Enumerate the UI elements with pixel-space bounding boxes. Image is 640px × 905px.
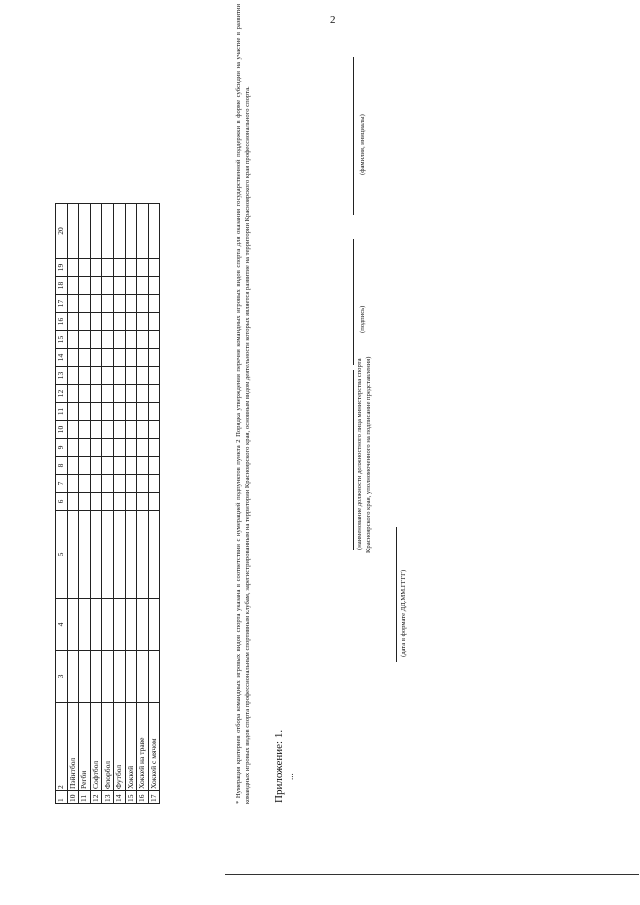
header-cell: 15: [56, 331, 68, 349]
position-caption-line-2: Красноярского края, уполномоченного на подписание представления): [365, 356, 372, 553]
empty-cell: [148, 403, 160, 421]
name-caption: (фамилия, инициалы): [359, 114, 366, 175]
empty-cell: [67, 475, 79, 493]
header-cell: 1: [56, 791, 68, 804]
empty-cell: [137, 204, 149, 259]
empty-cell: [67, 421, 79, 439]
empty-cell: [125, 349, 137, 367]
empty-cell: [137, 493, 149, 511]
empty-cell: [79, 277, 91, 295]
empty-cell: [125, 475, 137, 493]
sport-name-cell: Футбол: [113, 703, 125, 791]
empty-cell: [90, 651, 102, 703]
header-cell: 14: [56, 349, 68, 367]
empty-cell: [90, 367, 102, 385]
empty-cell: [102, 475, 114, 493]
empty-cell: [125, 204, 137, 259]
empty-cell: [125, 651, 137, 703]
empty-cell: [113, 295, 125, 313]
empty-cell: [79, 421, 91, 439]
appendix-ellipsis: ...: [285, 773, 295, 780]
empty-cell: [102, 367, 114, 385]
empty-cell: [67, 651, 79, 703]
empty-cell: [148, 367, 160, 385]
header-cell: 6: [56, 493, 68, 511]
empty-cell: [113, 349, 125, 367]
empty-cell: [137, 475, 149, 493]
empty-cell: [79, 295, 91, 313]
sport-name-cell: Хоккей с мячом: [148, 703, 160, 791]
empty-cell: [67, 295, 79, 313]
empty-cell: [113, 457, 125, 475]
empty-cell: [148, 599, 160, 651]
empty-cell: [67, 439, 79, 457]
empty-cell: [79, 385, 91, 403]
row-number-cell: 15: [125, 791, 137, 804]
empty-cell: [148, 277, 160, 295]
empty-cell: [102, 651, 114, 703]
header-cell: 13: [56, 367, 68, 385]
empty-cell: [67, 204, 79, 259]
page-number: 2: [330, 14, 336, 26]
signature-line: [353, 239, 354, 365]
footnote: * Нумерация критериев отбора командных игровых видов спорта указана в соответствии с нумерацией подпунктов пункта 2 Порядка утверждения перечня командных игровых видов спорта для оказания государственной поддержки в форме субсидии на участие в развитии командных игровых видов спорта профессиональным спортивным клубам, зарегистрированным на территории Красноярского края, основным видом деятельности которых является развитие на территории Красноярского края профессионального спорта.: [235, 4, 251, 804]
empty-cell: [67, 313, 79, 331]
table-row: [125, 204, 137, 804]
empty-cell: [102, 403, 114, 421]
empty-cell: [137, 367, 149, 385]
empty-cell: [113, 331, 125, 349]
table-header-row: [56, 204, 68, 804]
empty-cell: [137, 331, 149, 349]
empty-cell: [79, 349, 91, 367]
empty-cell: [113, 511, 125, 599]
empty-cell: [90, 331, 102, 349]
empty-cell: [148, 651, 160, 703]
sport-name-cell: Хоккей на траве: [137, 703, 149, 791]
sport-name-cell: Флорбол: [102, 703, 114, 791]
empty-cell: [102, 457, 114, 475]
sport-name-cell: Софтбол: [90, 703, 102, 791]
empty-cell: [113, 439, 125, 457]
empty-cell: [67, 493, 79, 511]
empty-cell: [137, 651, 149, 703]
position-caption-line-1: (наименование должности должностного лица министерства спорта: [356, 358, 363, 550]
empty-cell: [67, 457, 79, 475]
empty-cell: [137, 295, 149, 313]
empty-cell: [67, 349, 79, 367]
header-cell: 16: [56, 313, 68, 331]
empty-cell: [113, 277, 125, 295]
empty-cell: [67, 511, 79, 599]
empty-cell: [125, 313, 137, 331]
empty-cell: [113, 651, 125, 703]
empty-cell: [125, 599, 137, 651]
empty-cell: [79, 204, 91, 259]
empty-cell: [137, 439, 149, 457]
empty-cell: [148, 204, 160, 259]
date-caption: (дата в формате ДД.ММ.ГГГГ): [400, 569, 407, 657]
empty-cell: [137, 599, 149, 651]
date-line: [396, 527, 397, 662]
empty-cell: [90, 385, 102, 403]
header-cell: 18: [56, 277, 68, 295]
table-row: [148, 204, 160, 804]
empty-cell: [137, 511, 149, 599]
empty-cell: [113, 475, 125, 493]
empty-cell: [137, 403, 149, 421]
sport-name-cell: Регби: [79, 703, 91, 791]
empty-cell: [102, 331, 114, 349]
empty-cell: [125, 277, 137, 295]
empty-cell: [137, 259, 149, 277]
header-cell: 5: [56, 511, 68, 599]
table-row: [113, 204, 125, 804]
row-number-cell: 17: [148, 791, 160, 804]
empty-cell: [90, 493, 102, 511]
empty-cell: [90, 349, 102, 367]
header-cell: 8: [56, 457, 68, 475]
header-cell: 3: [56, 651, 68, 703]
empty-cell: [67, 367, 79, 385]
name-line: [353, 57, 354, 215]
empty-cell: [67, 385, 79, 403]
empty-cell: [90, 599, 102, 651]
empty-cell: [102, 599, 114, 651]
empty-cell: [90, 403, 102, 421]
empty-cell: [79, 457, 91, 475]
empty-cell: [148, 331, 160, 349]
header-cell: 20: [56, 204, 68, 259]
empty-cell: [148, 493, 160, 511]
empty-cell: [79, 367, 91, 385]
header-cell: 10: [56, 421, 68, 439]
empty-cell: [125, 493, 137, 511]
header-cell: 7: [56, 475, 68, 493]
empty-cell: [79, 599, 91, 651]
empty-cell: [125, 331, 137, 349]
empty-cell: [90, 511, 102, 599]
empty-cell: [102, 349, 114, 367]
empty-cell: [90, 277, 102, 295]
sport-name-cell: Хоккей: [125, 703, 137, 791]
empty-cell: [148, 511, 160, 599]
empty-cell: [90, 259, 102, 277]
appendix-label: Приложение: 1.: [273, 729, 285, 803]
header-cell: 11: [56, 403, 68, 421]
empty-cell: [148, 457, 160, 475]
empty-cell: [79, 439, 91, 457]
header-cell: 2: [56, 703, 68, 791]
row-number-cell: 12: [90, 791, 102, 804]
row-number-cell: 16: [137, 791, 149, 804]
empty-cell: [113, 259, 125, 277]
empty-cell: [148, 421, 160, 439]
header-cell: 4: [56, 599, 68, 651]
empty-cell: [113, 367, 125, 385]
table-row: [137, 204, 149, 804]
empty-cell: [148, 385, 160, 403]
sport-name-cell: Пэйнтбол: [67, 703, 79, 791]
empty-cell: [125, 403, 137, 421]
empty-cell: [148, 295, 160, 313]
empty-cell: [102, 295, 114, 313]
empty-cell: [113, 313, 125, 331]
empty-cell: [79, 511, 91, 599]
empty-cell: [79, 493, 91, 511]
header-cell: 9: [56, 439, 68, 457]
empty-cell: [102, 259, 114, 277]
empty-cell: [125, 511, 137, 599]
empty-cell: [125, 439, 137, 457]
empty-cell: [113, 385, 125, 403]
header-cell: 12: [56, 385, 68, 403]
empty-cell: [67, 277, 79, 295]
empty-cell: [90, 313, 102, 331]
empty-cell: [67, 599, 79, 651]
empty-cell: [148, 475, 160, 493]
empty-cell: [137, 313, 149, 331]
empty-cell: [102, 493, 114, 511]
empty-cell: [137, 349, 149, 367]
empty-cell: [113, 403, 125, 421]
empty-cell: [102, 204, 114, 259]
empty-cell: [102, 421, 114, 439]
table-row: [102, 204, 114, 804]
empty-cell: [113, 599, 125, 651]
empty-cell: [137, 277, 149, 295]
empty-cell: [137, 421, 149, 439]
empty-cell: [113, 204, 125, 259]
empty-cell: [113, 421, 125, 439]
row-number-cell: 14: [113, 791, 125, 804]
empty-cell: [102, 385, 114, 403]
row-number-cell: 13: [102, 791, 114, 804]
empty-cell: [125, 367, 137, 385]
empty-cell: [102, 313, 114, 331]
table-row: [90, 204, 102, 804]
empty-cell: [113, 493, 125, 511]
empty-cell: [90, 457, 102, 475]
empty-cell: [67, 331, 79, 349]
empty-cell: [137, 457, 149, 475]
empty-cell: [102, 439, 114, 457]
empty-cell: [148, 439, 160, 457]
empty-cell: [67, 259, 79, 277]
empty-cell: [148, 349, 160, 367]
table-row: [79, 204, 91, 804]
empty-cell: [125, 421, 137, 439]
empty-cell: [148, 259, 160, 277]
position-signature-line: [353, 370, 354, 550]
empty-cell: [125, 259, 137, 277]
empty-cell: [67, 403, 79, 421]
empty-cell: [125, 385, 137, 403]
bottom-rule: [225, 874, 639, 875]
empty-cell: [148, 313, 160, 331]
row-number-cell: 10: [67, 791, 79, 804]
empty-cell: [90, 295, 102, 313]
empty-cell: [90, 204, 102, 259]
row-number-cell: 11: [79, 791, 91, 804]
empty-cell: [125, 457, 137, 475]
empty-cell: [125, 295, 137, 313]
empty-cell: [79, 259, 91, 277]
empty-cell: [79, 313, 91, 331]
empty-cell: [102, 511, 114, 599]
sports-table: [55, 203, 160, 804]
header-cell: 19: [56, 259, 68, 277]
empty-cell: [79, 403, 91, 421]
empty-cell: [102, 277, 114, 295]
empty-cell: [90, 421, 102, 439]
empty-cell: [79, 331, 91, 349]
table-row: [67, 204, 79, 804]
empty-cell: [90, 439, 102, 457]
signature-caption: (подпись): [359, 305, 366, 333]
empty-cell: [90, 475, 102, 493]
empty-cell: [79, 475, 91, 493]
empty-cell: [79, 651, 91, 703]
header-cell: 17: [56, 295, 68, 313]
empty-cell: [137, 385, 149, 403]
